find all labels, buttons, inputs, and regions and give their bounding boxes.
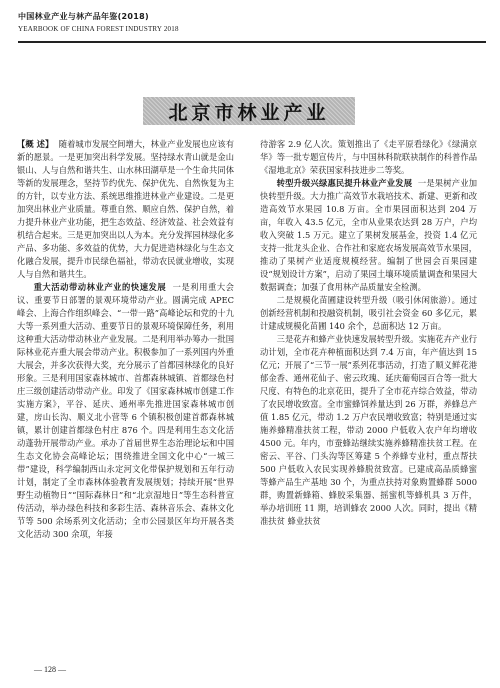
overview-paragraph xyxy=(17,138,234,281)
section2-text: 一是果树产业加快转型升级。大力推广高效节水栽培技术、新建、更新和改造高效节水果园 10.8 万亩。全市果园面积达到 204 万亩，年收入 43.5 亿元，全市从业果农达到 28 万户，户均收入突破 1.5 万元。建立了果树发展基金，投资 1.4 亿元支持一批龙头企业、合作社和家庭农场发展高效节水果园，推动了果树产业适度规模经营。编制了世园会百果园建设“规划设计方案”，启动了果园土壤环境质量调查和果园大数据调查；加强了食用林产品质量安全检测。 xyxy=(260,178,477,292)
page-number: — 128 — xyxy=(34,665,66,674)
section1-heading: 重大活动带动林业产业的快速发展 xyxy=(33,282,167,292)
section2-paragraph xyxy=(260,177,477,294)
flower-bee-paragraph: 三是花卉和蜂产业快速发展转型升级。实施花卉产业行动计划，全市花卉种植面积达到 7.4 万亩，年产值达到 15 亿元；开展了“三节一展”系列花事活动，打造了顺义鲜花港郁金香、通州花仙子、密云玫瑰、延庆葡萄园百合等一批大尺度、有特色的北京花田，提升了全市花卉综合效益，带动了农民增收致富。全市蜜蜂饲养量达到 26 万群，养蜂总产值 1.85 亿元，带动 1.2 万户农民增收致富；特别是通过实施养蜂精准扶贫工程，带动 2000 户低收入农户年均增收 4500 元。年内，市蚕蜂站继续实施养蜂精准扶贫工程。在密云、平谷、门头沟等区筹建 5 个养蜂专业村，重点帮扶 500 户低收入农民实现养蜂脱贫致富。已建成高品质蜂蜜等蜂产品生产基地 30 个，为重点扶持对象购置蜂群 5000 群，购置新蜂箱、蜂胶采集器、摇蜜机等蜂机具 3 万件，举办培训班 11 期，培训蜂农 2000 人次。同时，提出《精准扶贫 蜂业扶贫 xyxy=(260,334,477,526)
running-header xyxy=(18,11,486,33)
nursery-paragraph: 二是规模化苗圃建设转型升级（吸引休闲旅游）。通过创新经营机制和投融资机制，吸引社会资金 60 多亿元，累计建成规模化苗圃 140 余个，总面积达 12 万亩。 xyxy=(260,295,477,331)
section1-paragraph xyxy=(17,281,234,541)
title-banner xyxy=(143,97,355,125)
overview-label: 【概 述】 xyxy=(17,139,54,149)
continuation-paragraph: 待游客 2.9 亿人次。策划推出了《走平原看绿化》《绿满京华》等一批专题宣传片，与中国林科院联袂制作的科普作品《湿地北京》荣获国家科技进步二等奖。 xyxy=(260,139,477,175)
yearbook-title-en: YEARBOOK OF CHINA FOREST INDUSTRY 2018 xyxy=(18,25,179,33)
right-column xyxy=(260,138,477,528)
section1-text: 一是利用重大会议、重要节日部署的景观环境带动产业。圆满完成 APEC 峰会、上海合作组织峰会、“一带一路”高峰论坛和党的十九大等一系列重大活动、重要节日的景观环境保障任务，利用这种重大活动带动林业产业发展。二是利用举办筹办一批国际林业花卉重大展会带动产业。积极参加了一系列国内外重大展会，并多次获得大奖，充分展示了首都园林绿化的良好形象。三是利用国家森林城市、首都森林城镇、首都绿色村庄三级创建活动带动产业。印发了《国家森林城市创建工作实施方案》，平谷、延庆、通州率先推进国家森林城市创建，房山长沟、顺义北小营等 6 个镇积极创建首都森林城镇，累计创建首都绿色村庄 876 个。四是利用生态文化活动蓬勃开展带动产业。承办了首届世界生态治理论坛和中国生态文化协会高峰论坛；围绕推进全国文化中心“一城三带”建设，科学编制西山永定河文化带保护规划和五年行动计划，制定了全市森林体验教育发展规划；持续开展“世界野生动植物日”“国际森林日”和“北京湿地日”等生态科普宣传活动，举办绿色科技和多彩生活、森林音乐会、森林文化节等 500 余场系列文化活动；全市公园景区年均开展各类文化活动 300 余项，年接 xyxy=(17,282,234,539)
page-title: 北京市林业产业 xyxy=(168,101,330,124)
section2-heading: 转型升级兴绿惠民提升林业产业发展 xyxy=(276,178,413,188)
overview-text: 随着城市发展空间增大，林业产业发展也应该有新的愿景。一是更加突出科学发展。坚持绿水青山就是金山银山、人与自然和谐共生、山水林田湖草是一个生命共同体等新的发展理念，坚持节约优先、保护优先、自然恢复为主的方针，以专业方法、系统思维推进林业产业建设。二是更加突出林业产业质量。尊重自然、顺应自然、保护自然，着力提升林业产业功能，把生态效益、经济效益、社会效益有机结合起来。三是更加突出以人为本。充分发挥园林绿化多产品、多功能、多效益的优势，大力促进造林绿化与生态文化融合发展，提升市民绿色福祉，带动农民就业增收，实现人与自然和谐共生。 xyxy=(17,139,235,279)
left-column xyxy=(17,138,234,541)
yearbook-title-cn: 中国林业产业与林产品年鉴(2018) xyxy=(18,12,149,21)
header-rule xyxy=(18,41,486,43)
